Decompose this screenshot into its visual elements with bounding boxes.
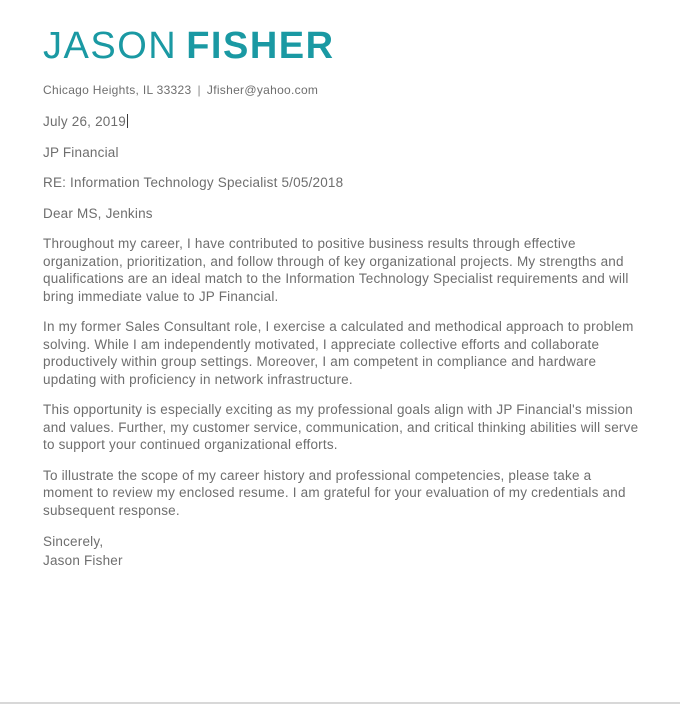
signature-line: Jason Fisher [43, 553, 123, 568]
contact-separator: | [197, 83, 201, 97]
date-line[interactable] [43, 113, 643, 131]
candidate-first-name: JASON [43, 25, 178, 67]
body-paragraph-3[interactable]: This opportunity is especially exciting as my professional goals align with JP Financial's mission and values. Further, my customer service, communication, and critical thinking abilities will serve to support your continued organizational efforts. [43, 402, 639, 452]
recipient-line[interactable]: JP Financial [43, 144, 119, 160]
candidate-last-name: FISHER [186, 25, 335, 67]
body-paragraph-2[interactable]: In my former Sales Consultant role, I exercise a calculated and methodical approach to problem solving. While I am independently motivated, I appreciate collective efforts and collaborate productively within group settings. Moreover, I am competent in compliance and hardware updating with proficiency in network infrastructure. [43, 319, 634, 387]
subject-line[interactable]: RE: Information Technology Specialist 5/05/2018 [43, 175, 344, 190]
salutation-line[interactable]: Dear MS, Jenkins [43, 205, 153, 221]
letter-header [43, 26, 643, 98]
letter-body[interactable] [43, 113, 643, 570]
closing-block[interactable] [43, 532, 643, 570]
candidate-name[interactable] [43, 26, 643, 66]
contact-email: Jfisher@yahoo.com [206, 83, 319, 97]
body-paragraph-4[interactable]: To illustrate the scope of my career history and professional competencies, please take a moment to review my enclosed resume. I am grateful for your evaluation of my credentials and subsequent response. [43, 467, 626, 518]
contact-location: Chicago Heights, IL 33323 [43, 83, 192, 97]
contact-line[interactable] [43, 83, 643, 98]
closing-line: Sincerely, [43, 534, 104, 549]
date-text: July 26, 2019 [43, 114, 126, 129]
body-paragraph-1[interactable]: Throughout my career, I have contributed to positive business results through effective organization, prioritization, and follow through of key organizational projects. My strengths and qualifications are an ideal match to the Information Technology Specialist requirements and will bring immediate value to JP Financial. [43, 236, 629, 304]
text-caret [127, 114, 128, 128]
